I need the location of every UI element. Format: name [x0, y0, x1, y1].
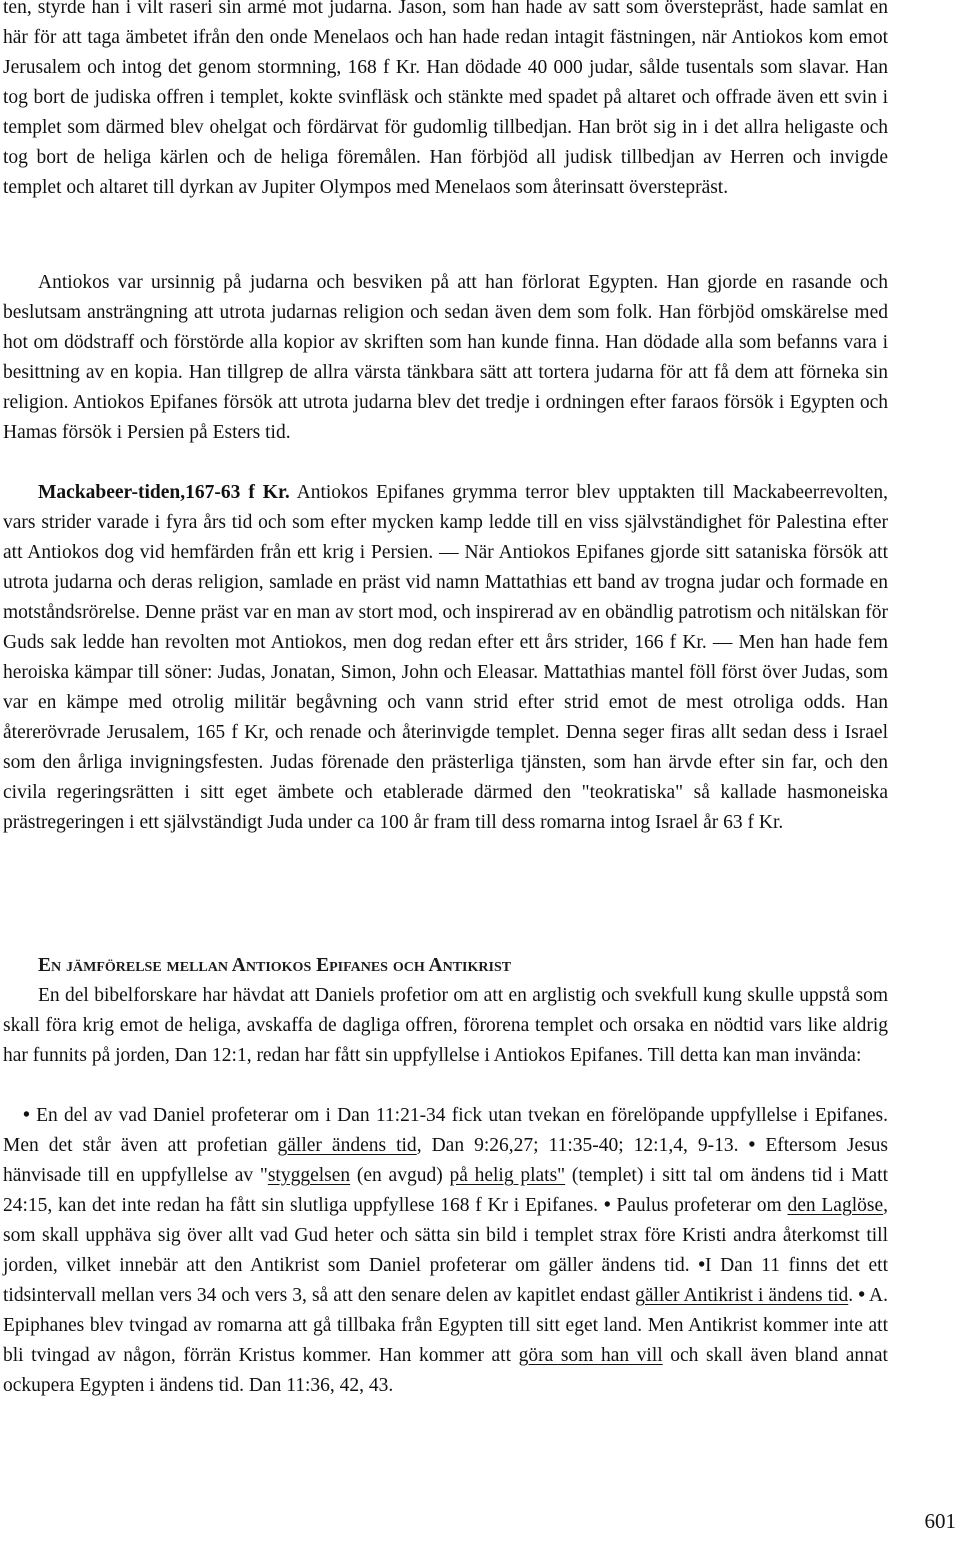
objection-text-4: (en avgud): [350, 1165, 450, 1186]
bullet-1: •: [23, 1105, 30, 1126]
paragraph-maccabean-text: Antiokos Epifanes grymma terror blev upptakten till Mackabeerrevolten, vars strider varade i fyra års tid och som efter mycken kamp ledde till en viss självständighet för Palestina efter att Antiokos dog vid hemfärden från ett krig i Persien. — När Antiokos Epifanes gjorde sitt sataniska försök att utrota judarna och deras religion, samlade en präst vid namn Mattathias ett band av trogna judar och formade en motståndsrörelse. Denne präst var en man av stort mod, och inspirerad av en obändlig patrotism och nitälskan för Guds sak ledde han revolten mot Antiokos, men dog redan efter ett års strider, 166 f Kr. — Men han hade fem heroiska kämpar till söner: Judas, Jonatan, Simon, John och Eleasar. Mattathias mantel föll först över Judas, som var en kämpe med otrolig militär begåvning och vann strid efter strid emot de mest otroliga odds. Han återerövrade Jerusalem, 165 f Kr, och renade och återinvigde templet. Denna seger firas allt sedan dess i Israel som den årliga invigningsfesten. Judas förenade den prästerliga tjänsten, som han ärvde efter sin far, och den civila regeringsrätten i sitt eget ämbete och etablerade därmed den "teokratiska" så kallade hasmoneiska prästregeringen i ett självständigt Juda under ca 100 år fram till dess romarna intog Israel år 63 f Kr.: [3, 482, 888, 833]
underlined-phrase-2: styggelsen: [267, 1165, 351, 1186]
objection-text-6: Paulus profeterar om: [610, 1195, 788, 1216]
paragraph-antiokos-temple: ten, styrde han i vilt raseri sin armé mot judarna. Jason, som han hade av satt som överstepräst, hade samlat en här för att taga ämbetet ifrån den onde Menelaos och han hade redan intagit fästningen, när Antiokos kom emot Jerusalem och intog det genom stormning, 168 f Kr. Han dödade 40 000 judar, sålde tusentals som slavar. Han tog bort de judiska offren i templet, kokte svinfläsk och stänkte med spadet på altaret och offrade även ett svin i templet som därmed blev ohelgat och fördärvat för gudomlig tillbedjan. Han bröt sig in i det allra heligaste och tog bort de heliga kärlen och de heliga föremålen. Han förbjöd all judisk tillbedjan av Herren och invigde templet och altaret till dyrkan av Jupiter Olympos med Menelaos som återinsatt överstepräst.: [3, 0, 888, 198]
section-runin-heading: Mackabeer-tiden,167-63 f Kr.: [38, 482, 290, 503]
underlined-phrase-1: gäller ändens tid: [277, 1135, 417, 1156]
paragraph-maccabean-era: [3, 478, 888, 838]
underlined-phrase-3: på helig plats": [449, 1165, 566, 1186]
underlined-phrase-6: göra som han vill: [518, 1345, 663, 1366]
objection-text-5: (templet) i sitt tal om ändens tid i Matt 24:15, kan det inte redan ha fått sin slutliga uppfyllese 168 f Kr i Epifanes.: [3, 1165, 888, 1216]
paragraph-antiokos-persecution-text: Antiokos var ursinnig på judarna och besviken på att han förlorat Egypten. Han gjorde en rasande och beslutsam ansträngning att utrota judarnas religion och sedan även dem som folk. Han förbjöd omskärelse med hot om dödstraff och förstörde alla kopior av skriften som han kunde finna. Han dödade alla som befanns vara i besittning av en kopia. Han tillgrep de allra värsta tänkbara sätt att tortera judarna för att få dem att förneka sin religion. Antiokos Epifanes försök att utrota judarna blev det tredje i ordningen efter faraos försök i Egypten och Hamas försök i Persien på Esters tid.: [3, 272, 888, 443]
objection-text-2: , Dan 9:26,27; 11:35-40; 12:1,4, 9-13.: [416, 1135, 749, 1156]
bullet-3: •: [603, 1195, 611, 1216]
underlined-phrase-5: gäller Antikrist i ändens tid: [635, 1285, 849, 1306]
bullet-2: •: [748, 1135, 756, 1156]
objection-text-11: och skall även bland annat ockupera Egypten i ändens tid. Dan 11:36, 42, 43.: [3, 1345, 888, 1396]
bullet-5: •: [858, 1285, 866, 1306]
paragraph-comparison-intro-text: En del bibelforskare har hävdat att Daniels profetior om att en arglistig och svekfull kung skulle uppstå som skall föra krig emot de heliga, avskaffa de dagliga offren, förorena templet och orsaka en nödtid vars like aldrig har funnits på jorden, Dan 12:1, redan har fått sin uppfyllelse i Antiokos Epifanes. Till detta kan man invända:: [3, 985, 888, 1066]
paragraph-objections: [3, 1101, 888, 1401]
objection-text-3: Eftersom Jesus hänvisade till en uppfyllelse av ": [3, 1135, 889, 1186]
objection-text-9: .: [848, 1285, 859, 1306]
objection-text-8: I Dan 11 finns det ett tidsintervall mellan vers 34 och vers 3, så att den senare delen av kapitlet endast: [3, 1255, 888, 1306]
bullet-4: •: [698, 1255, 706, 1276]
section-heading: En jämförelse mellan Antiokos Epifanes och Antikrist: [38, 955, 512, 976]
page-number: 601: [924, 1509, 956, 1533]
objection-text-10: A. Epiphanes blev tvingad av romarna att gå tillbaka från Egypten till sitt eget land. Men Antikrist kommer inte att bli tvingad av någon, förrän Kristus kommer. Han kommer att: [3, 1285, 888, 1366]
underlined-phrase-4: den Laglöse: [787, 1195, 884, 1216]
objection-text-7: , som skall upphäva sig över allt vad Gud heter och sätta sin bild i templet strax före Kristi andra återkomst till jorden, vilket innebär att den Antikrist som Daniel profeterar om gäller ändens tid.: [3, 1195, 889, 1276]
paragraph-antiokos-persecution: [3, 268, 888, 448]
objection-text-1: En del av vad Daniel profeterar om i Dan 11:21-34 fick utan tvekan en förelöpande uppfyllelse i Epifanes. Men det står även att profetian: [3, 1105, 888, 1156]
paragraph-comparison-intro: [3, 981, 888, 1071]
